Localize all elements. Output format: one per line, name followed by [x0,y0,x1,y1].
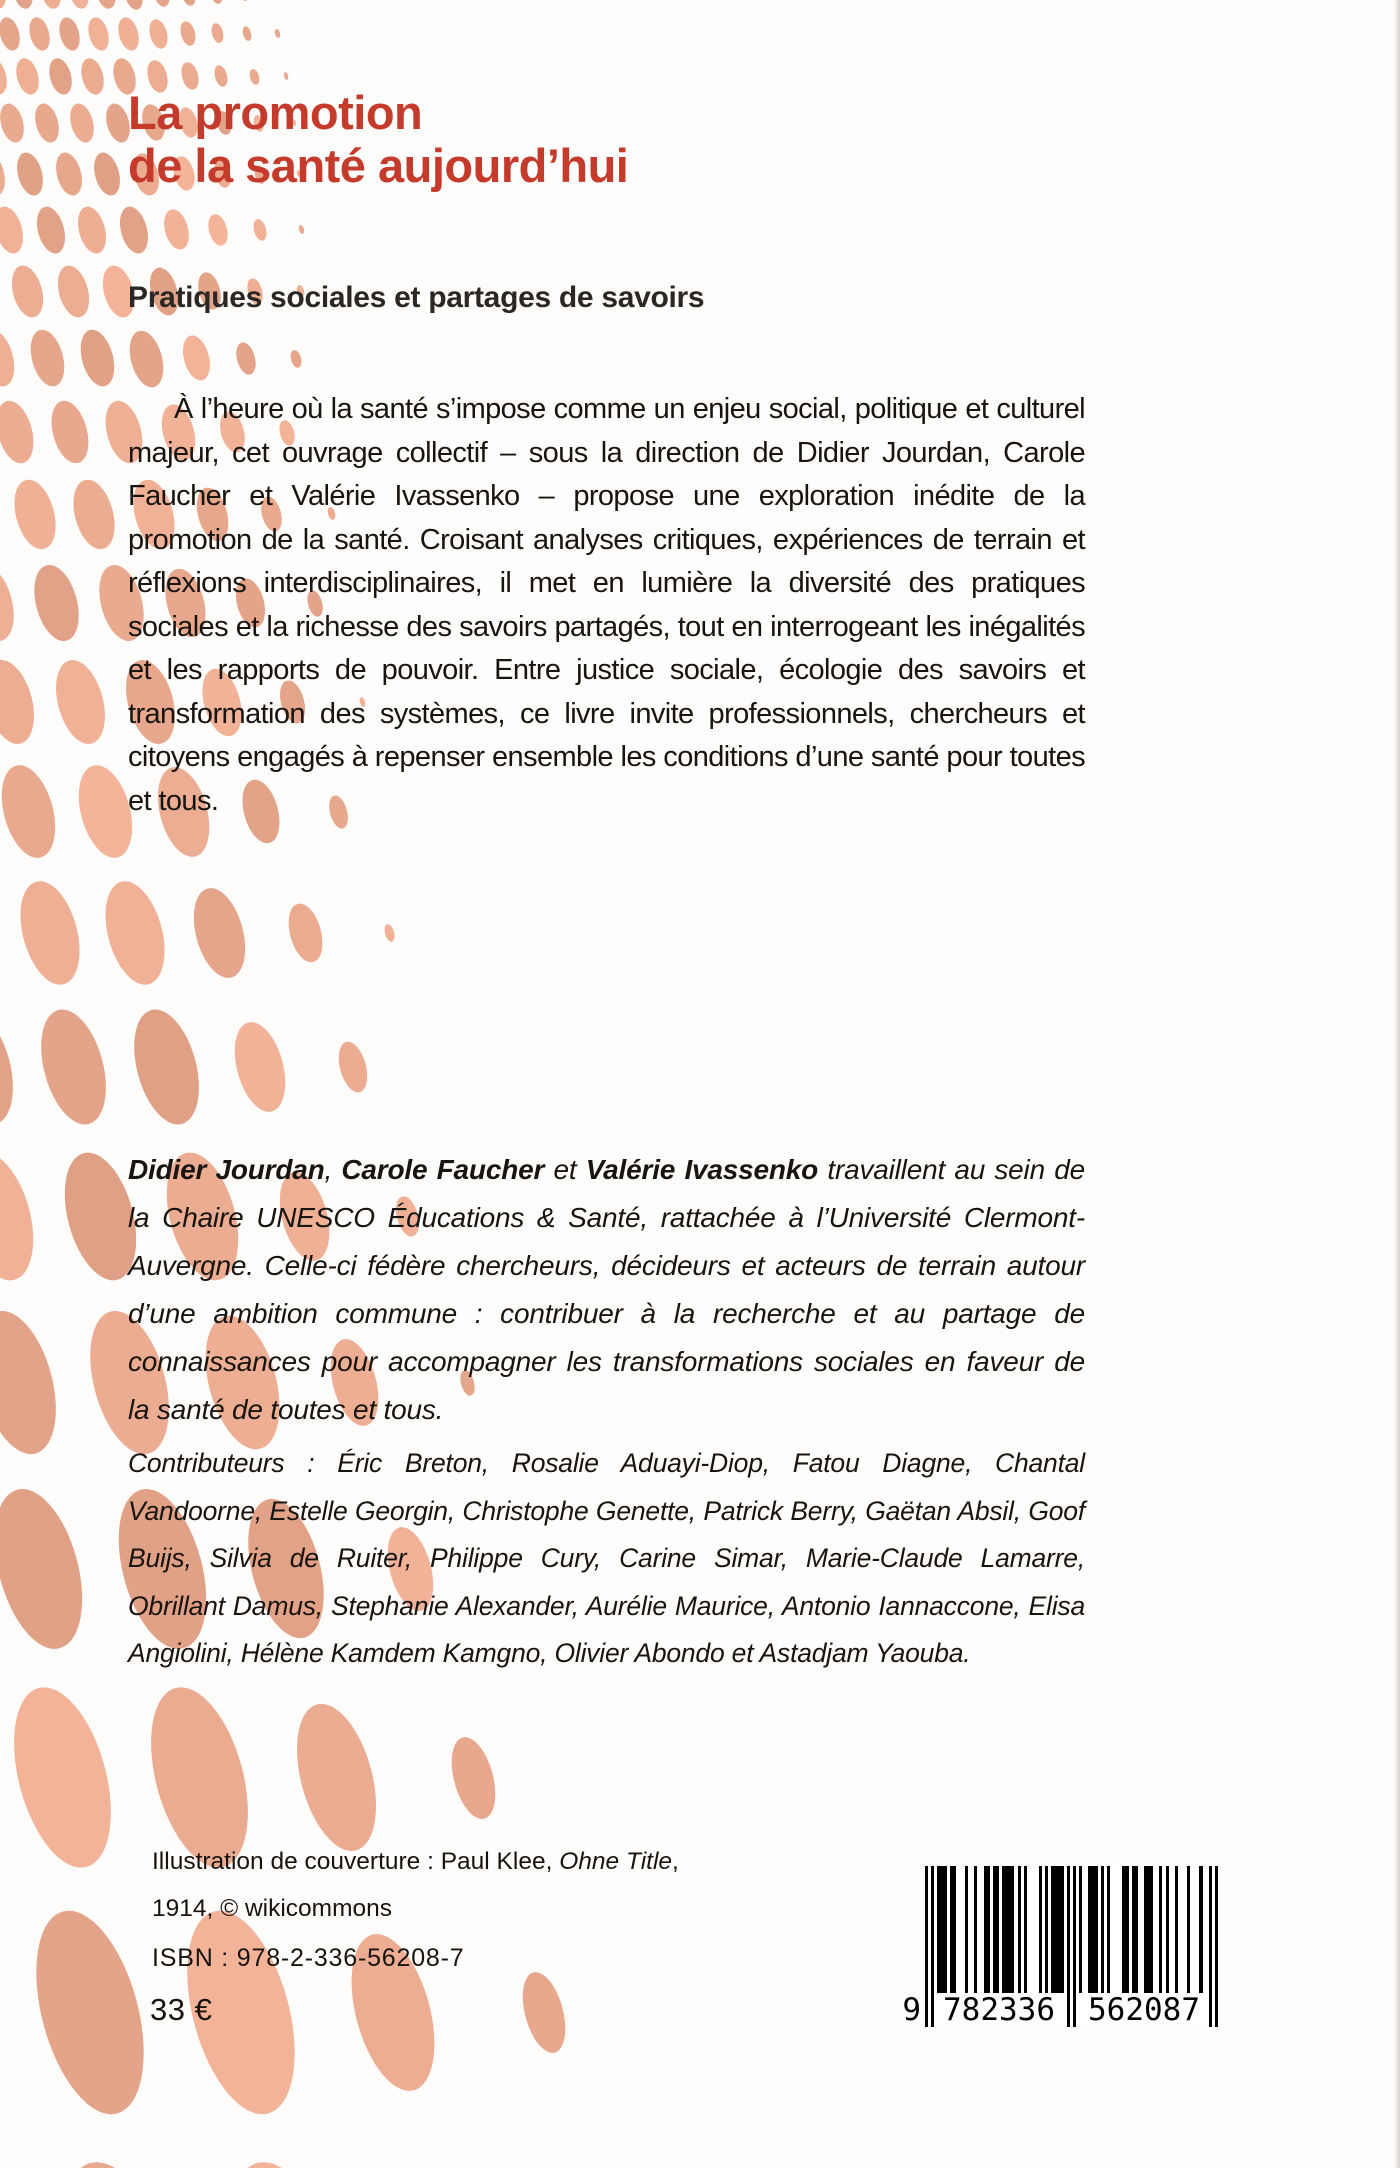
halftone-dot [0,1479,98,1658]
book-title-line1: La promotion [128,86,423,139]
halftone-dot [47,655,113,750]
halftone-dot [13,56,42,97]
halftone-dot [90,149,125,198]
barcode-data-bar [1024,1866,1027,1993]
barcode-guard-bar [1067,1866,1070,2027]
halftone-dot [51,149,86,198]
halftone-dot [0,1677,128,1878]
halftone-dot [30,1002,117,1131]
barcode-left-digits: 782336 [935,1993,1063,2027]
halftone-dot [179,333,215,384]
barcode-lead-digit: 9 [902,1992,921,2028]
barcode-data-bar [1166,1866,1169,1993]
barcode-data-bar [1144,1866,1153,1993]
halftone-dot [93,0,118,11]
halftone-dot [73,203,111,256]
halftone-dot [85,15,112,52]
barcode-data-bar [1079,1866,1082,1993]
halftone-dot [205,212,230,247]
barcode-data-bar [1159,1866,1162,1993]
halftone-dot [289,349,303,369]
barcode-data-bar [974,1866,977,1993]
halftone-dot [55,15,82,52]
halftone-dot [115,15,142,52]
synopsis-paragraph: À l’heure où la santé s’impose comme un enjeu social, politique et culturel majeur, cet ouvrage collectif – sous la direction de Didier Jourdan, Carole Faucher et Valérie Ivassenko – propose une exploration inédite de la promotion de la santé. Croisant analyses critiques, expériences de terrain et réflexions interdisciplinaires, il met en lumière la diversité des pratiques sociales et la richesse des savoirs partagés, tout en interrogeant les inégalités et les rapports de pouvoir. Entre justice sociale, écologie des savoirs et transformation des systèmes, ce livre invite professionnels, chercheurs et citoyens engagés à repenser ensemble les conditions d’une santé pour toutes et tous. [128,393,1085,817]
authors-bio-text: travaillent au sein de la Chaire UNESCO Éducations & Santé, rattachée à l’Université Clermont-Auvergne. Celle-ci fédère chercheurs, décideurs et acteurs de terrain autour d’une ambition commune : contribuer à la recherche et au partage de connaissances pour accompagner les transformations sociales en faveur de la santé de toutes et tous. [128,1154,1085,1425]
barcode-data-bar [1088,1866,1097,1993]
barcode-data-bar [965,1866,968,1993]
halftone-dot [226,1016,294,1117]
halftone-dot [95,875,174,991]
halftone-dot [10,0,35,11]
halftone-dot [0,262,3,321]
halftone-dot [31,101,63,146]
halftone-dot [160,207,192,253]
barcode-data-bar [950,1866,956,1993]
halftone-dot [0,1899,12,2126]
halftone-dot [45,397,95,468]
halftone-dot [241,25,253,42]
halftone-dot [178,19,198,47]
halftone-dot [150,0,172,9]
halftone-dot [273,29,280,39]
halftone-dot [38,0,63,11]
halftone-dot [8,475,62,553]
halftone-dot [0,655,42,750]
halftone-dot [209,22,225,45]
halftone-dot [0,326,20,390]
halftone-dot [209,0,224,4]
barcode-data-bar [1122,1866,1128,1993]
halftone-dot [180,0,199,7]
author-name-1: Didier Jourdan [128,1154,325,1185]
halftone-dot [146,17,170,50]
halftone-dot [185,882,254,983]
halftone-dot [283,72,289,81]
halftone-dot [17,1899,164,2126]
author-name-3: Valérie Ivassenko [585,1154,819,1185]
isbn-text: ISBN : 978-2-336-56208-7 [152,1944,465,1972]
halftone-dot [0,2150,35,2168]
page-edge-shadow [1394,0,1400,2168]
barcode-data-bar [1045,1866,1048,1993]
credit-artwork-title: Ohne Title [559,1848,673,1875]
barcode-data-bar [1101,1866,1104,1993]
barcode-guard-bar [1209,1866,1212,2027]
halftone-dot [67,475,121,553]
halftone-dot [0,149,10,198]
halftone-dot [251,218,268,242]
contributors-paragraph: Contributeurs : Éric Breton, Rosalie Aduayi-Diop, Fatou Diagne, Chantal Vandoorne, Estelle Georgin, Christophe Genette, Patrick Berry, Gaëtan Absil, Goof Buijs, Silvia de Ruiter, Philippe Cury, Carine Simar, Marie-Claude Lamarre, Obrillant Damus, Stephanie Alexander, Aurélie Maurice, Antonio Iannaccone, Elisa Angiolini, Hélène Kamdem Kamgno, Olivier Abondo et Astadjam Yaouba. [128,1448,1085,1668]
halftone-dot [66,101,98,146]
barcode-data-bar [984,1866,990,1993]
halftone-dot [443,1732,503,1823]
halftone-dot [0,397,40,468]
halftone-dot [10,875,89,991]
barcode-data-bar [1107,1866,1110,1993]
halftone-dot [283,1696,390,1860]
book-subtitle: Pratiques sociales et partages de savoirs [128,281,705,314]
barcode-data-bar [1051,1866,1063,1993]
cover-illustration-credit [152,1838,679,1932]
halftone-dot [26,15,53,52]
barcode-data-bar [1132,1866,1138,1993]
halftone-dot [123,1002,210,1131]
barcode-data-bar [937,1866,946,1993]
halftone-dot [25,326,70,390]
halftone-dot [0,56,10,97]
barcode-right-digits: 562087 [1080,1993,1208,2027]
halftone-dot [206,2150,370,2168]
halftone-dot [32,203,70,256]
halftone-dot [115,203,153,256]
halftone-dot [298,225,305,235]
barcode-data-bar [1018,1866,1021,1993]
halftone-dot [39,2150,203,2168]
halftone-dot [124,326,169,390]
barcode-data-bar [1002,1866,1014,1993]
halftone-dot [0,203,28,256]
book-title [128,86,628,192]
barcode-guard-bar [1073,1866,1076,2027]
halftone-dot [26,560,86,646]
halftone-dot [0,560,21,646]
halftone-dot [0,15,23,52]
barcode-data-bar [1199,1866,1202,1993]
author-separator-2: et [544,1154,586,1185]
halftone-dot [515,1968,573,2058]
price-text: 33 € [150,1992,213,2027]
halftone-dot [7,262,49,321]
barcode-guard-bar [931,1866,934,2027]
halftone-dot [13,149,48,198]
halftone-dot [213,64,231,88]
halftone-dot [52,262,94,321]
author-name-2: Carole Faucher [341,1154,545,1185]
halftone-dot [282,900,327,966]
halftone-dot [0,759,64,864]
halftone-dot [0,1303,70,1463]
halftone-dot [334,1038,373,1095]
barcode-data-bar [1039,1866,1042,1993]
author-separator-1: , [324,1154,342,1185]
credit-prefix: Illustration de couverture : Paul Klee, [152,1848,560,1875]
halftone-dot [0,1002,24,1131]
halftone-dot [45,56,74,97]
halftone-dot [0,1144,46,1287]
halftone-dot [66,0,91,11]
halftone-dot [239,0,250,2]
barcode-data-bar [1187,1866,1190,1993]
barcode-guard-bar [1215,1866,1218,2027]
halftone-dot [248,68,260,85]
book-title-line2: de la santé aujourd’hui [128,139,629,192]
halftone-dot [0,0,8,11]
halftone-dot [75,326,120,390]
halftone-dot [0,101,28,146]
authors-bio-paragraph [128,1146,1085,1434]
credit-suffix: , [672,1848,679,1875]
barcode-guard-bar [925,1866,928,2027]
barcode-data-bar [1175,1866,1178,1993]
halftone-dot [121,0,146,11]
halftone-dot [233,340,259,377]
ean13-barcode [902,1866,1218,2028]
halftone-dot [383,923,396,942]
halftone-dot [0,875,5,991]
credit-year-source: 1914, © wikicommons [152,1895,392,1922]
barcode-data-bar [993,1866,999,1993]
halftone-dot [0,475,3,553]
halftone-dot [78,56,107,97]
